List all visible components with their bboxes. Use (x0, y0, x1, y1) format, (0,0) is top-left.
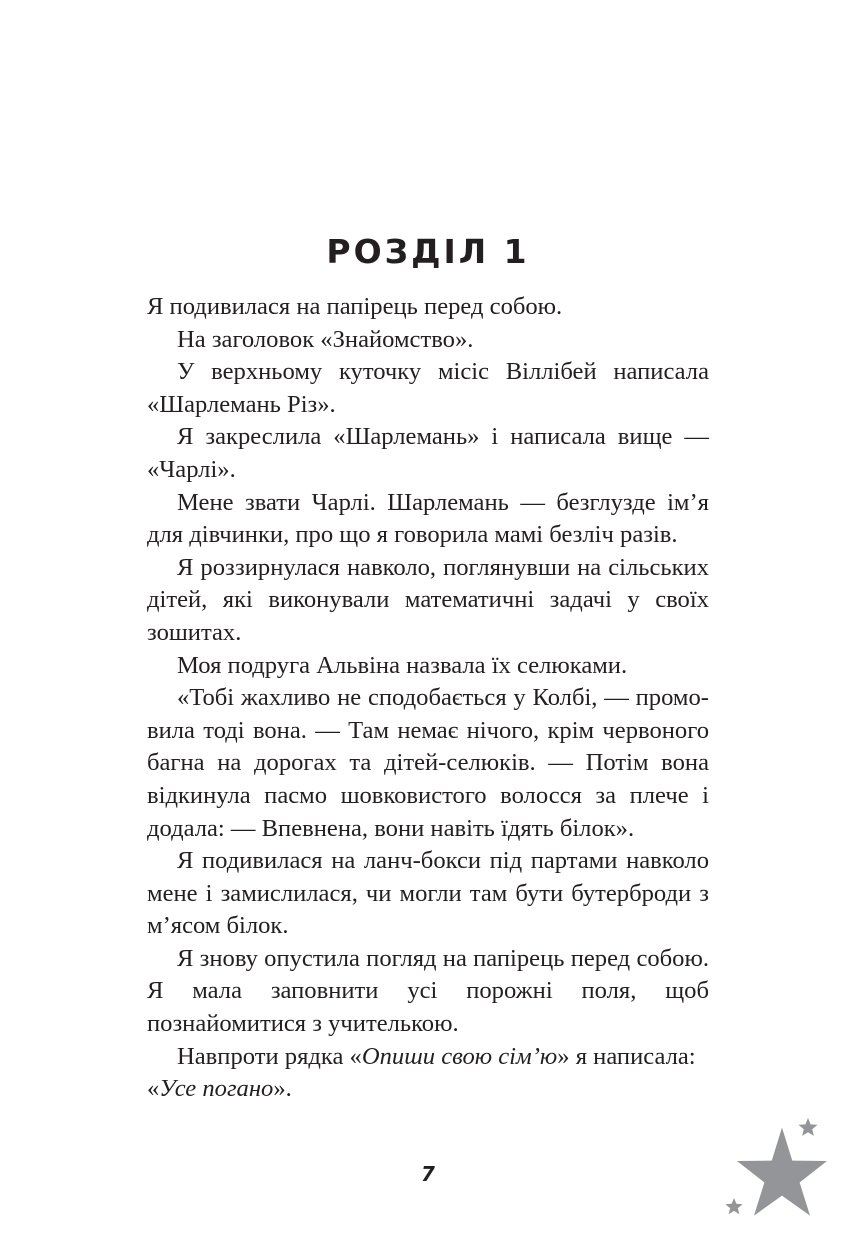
decorative-stars (716, 1110, 856, 1240)
paragraph-11-middle: » я написала: « (147, 1042, 696, 1103)
paragraph-3: У верхньому куточку місіс Віллібей написала «Шарлемань Різ». (147, 358, 709, 418)
paragraph-7: Моя подруга Альвіна назвала їх селюками. (177, 651, 628, 679)
chapter-title: РОЗДІЛ 1 (326, 232, 530, 272)
paragraph-8: «Тобі жахливо не сподобається у Колбі, — промовила тоді вона. — Там немає нічого, крім червоного багна на дорогах та дітей-селюків. — Потім вона відкинула пасмо шовковистого волосся за плече і додала: — Впевнена, вони навіть їдять білок». (147, 684, 709, 842)
paragraph-2: На заголовок «Знайомство». (177, 325, 474, 353)
paragraph-1: Я подивилася на папірець перед собою. (147, 293, 563, 320)
body-text (147, 291, 709, 1106)
paragraph-11-quote: Опиши свою сім’ю (361, 1042, 558, 1070)
paragraph-11 (147, 1041, 709, 1106)
paragraph-11-answer: Усе погано (159, 1075, 274, 1103)
paragraph-11-after: ». (273, 1075, 292, 1103)
paragraph-10: Я знову опустила погляд на папірець перед собою. Я мала заповнити усі порожні поля, щоб познайомитися з учителькою. (147, 944, 709, 1038)
paragraph-4: Я закреслила «Шарлемань» і написала вище — «Чарлі». (147, 423, 709, 483)
large-star-icon (737, 1128, 827, 1216)
small-star-bottom-icon (725, 1198, 742, 1214)
paragraph-6: Я роззирнулася навколо, поглянувши на сільських дітей, які виконували математичні задачі у своїх зошитах. (147, 553, 709, 646)
small-star-top-icon (799, 1118, 818, 1136)
paragraph-9: Я подивилася на ланч-бокси під партами навколо мене і замислилася, чи могли там бути бутерброди з м’ясом білок. (147, 847, 709, 940)
page-number: 7 (421, 1162, 435, 1186)
paragraph-5: Мене звати Чарлі. Шарлемань — безглузде ім’я для дівчинки, про що я говорила мамі безліч разів. (147, 488, 709, 549)
paragraph-11-before: Навпроти рядка « (177, 1042, 362, 1070)
